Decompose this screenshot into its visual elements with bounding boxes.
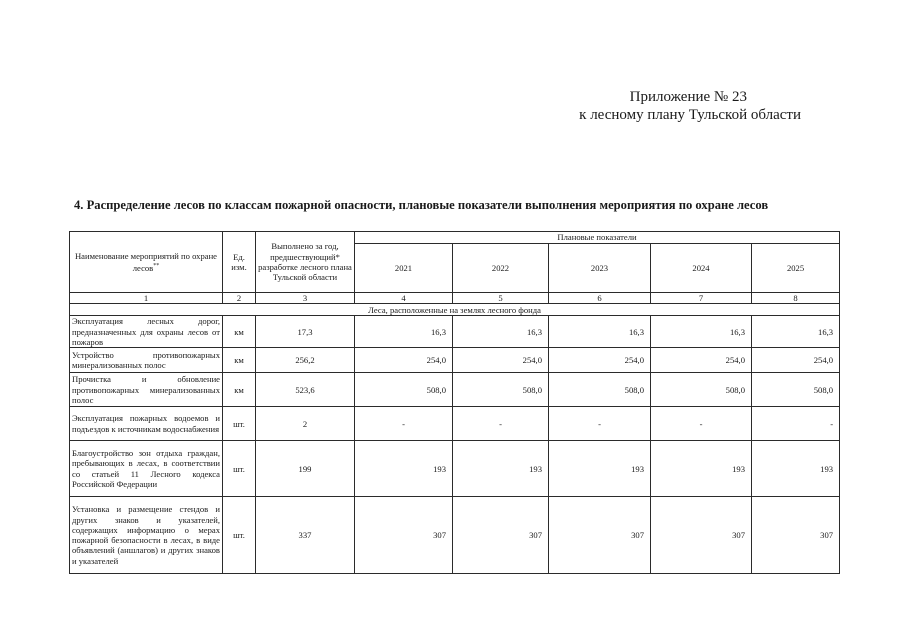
plan-value: 16,3	[355, 316, 453, 348]
activity-name: Благоустройство зон отдыха граждан, пребывающих в лесах, в соответствии со статьей 11 Лесного кодекса Российской Федерации	[70, 441, 223, 497]
appendix-header	[579, 88, 801, 124]
plan-value: 254,0	[752, 348, 840, 373]
header-unit: Ед. изм.	[223, 232, 256, 293]
previous-value: 523,6	[256, 373, 355, 407]
header-previous-year: Выполнено за год, предшествующий* разработке лесного плана Тульской области	[256, 232, 355, 293]
plan-value: 508,0	[549, 373, 651, 407]
activity-name: Эксплуатация пожарных водоемов и подъездов к источникам водоснабжения	[70, 407, 223, 441]
section-title: 4. Распределение лесов по классам пожарной опасности, плановые показатели выполнения мероприятия по охране лесов	[74, 198, 769, 212]
unit-cell: шт.	[223, 497, 256, 574]
activity-name: Эксплуатация лесных дорог, предназначенных для охраны лесов от пожаров	[70, 316, 223, 348]
column-number: 5	[453, 293, 549, 304]
header-year: 2024	[651, 244, 752, 293]
plan-value: 508,0	[453, 373, 549, 407]
plan-value: 254,0	[453, 348, 549, 373]
plan-value: 307	[549, 497, 651, 574]
unit-cell: шт.	[223, 407, 256, 441]
column-number: 7	[651, 293, 752, 304]
plan-value: -	[549, 407, 651, 441]
activity-name: Прочистка и обновление противопожарных минерализованных полос	[70, 373, 223, 407]
unit-cell: км	[223, 373, 256, 407]
plan-value: 307	[752, 497, 840, 574]
previous-value: 17,3	[256, 316, 355, 348]
plan-value: 254,0	[549, 348, 651, 373]
plan-value: 307	[355, 497, 453, 574]
activity-name: Установка и размещение стендов и других знаков и указателей, содержащих информацию о мерах пожарной безопасности в лесах, в виде объявлений (аншлагов) и других знаков и указателей	[70, 497, 223, 574]
plan-value: -	[453, 407, 549, 441]
previous-value: 2	[256, 407, 355, 441]
section-label: Леса, расположенные на землях лесного фонда	[70, 304, 840, 316]
plan-value: -	[752, 407, 840, 441]
plan-value: 193	[549, 441, 651, 497]
table-row	[70, 407, 840, 441]
plan-value: 16,3	[453, 316, 549, 348]
plan-value: 16,3	[651, 316, 752, 348]
column-number: 4	[355, 293, 453, 304]
column-number: 3	[256, 293, 355, 304]
table-row	[70, 497, 840, 574]
header-year: 2022	[453, 244, 549, 293]
unit-cell: шт.	[223, 441, 256, 497]
header-year: 2021	[355, 244, 453, 293]
plan-value: -	[651, 407, 752, 441]
header-year: 2023	[549, 244, 651, 293]
plan-value: 508,0	[651, 373, 752, 407]
previous-value: 256,2	[256, 348, 355, 373]
previous-value: 199	[256, 441, 355, 497]
plan-value: 508,0	[355, 373, 453, 407]
plan-value: 193	[355, 441, 453, 497]
column-number: 6	[549, 293, 651, 304]
plan-value: 254,0	[355, 348, 453, 373]
activity-name: Устройство противопожарных минерализованных полос	[70, 348, 223, 373]
table-row	[70, 348, 840, 373]
plan-value: 16,3	[752, 316, 840, 348]
plan-value: 16,3	[549, 316, 651, 348]
appendix-number: Приложение № 23	[629, 89, 747, 105]
table-row	[70, 373, 840, 407]
header-planned: Плановые показатели	[355, 232, 840, 244]
table-row	[70, 441, 840, 497]
footnote-mark: **	[153, 263, 160, 270]
fire-protection-plan-table	[69, 231, 840, 574]
appendix-subtitle: к лесному плану Тульской области	[579, 107, 801, 123]
plan-value: 193	[651, 441, 752, 497]
previous-value: 337	[256, 497, 355, 574]
column-number: 8	[752, 293, 840, 304]
plan-value: 508,0	[752, 373, 840, 407]
plan-value: 193	[453, 441, 549, 497]
column-number: 2	[223, 293, 256, 304]
plan-value: 254,0	[651, 348, 752, 373]
plan-value: 307	[453, 497, 549, 574]
unit-cell: км	[223, 348, 256, 373]
column-number-row	[70, 293, 840, 304]
column-number: 1	[70, 293, 223, 304]
table-row	[70, 316, 840, 348]
header-activity: Наименование мероприятий по охране лесов**	[70, 232, 223, 293]
plan-value: 307	[651, 497, 752, 574]
header-year: 2025	[752, 244, 840, 293]
plan-value: -	[355, 407, 453, 441]
plan-value: 193	[752, 441, 840, 497]
unit-cell: км	[223, 316, 256, 348]
section-row	[70, 304, 840, 316]
